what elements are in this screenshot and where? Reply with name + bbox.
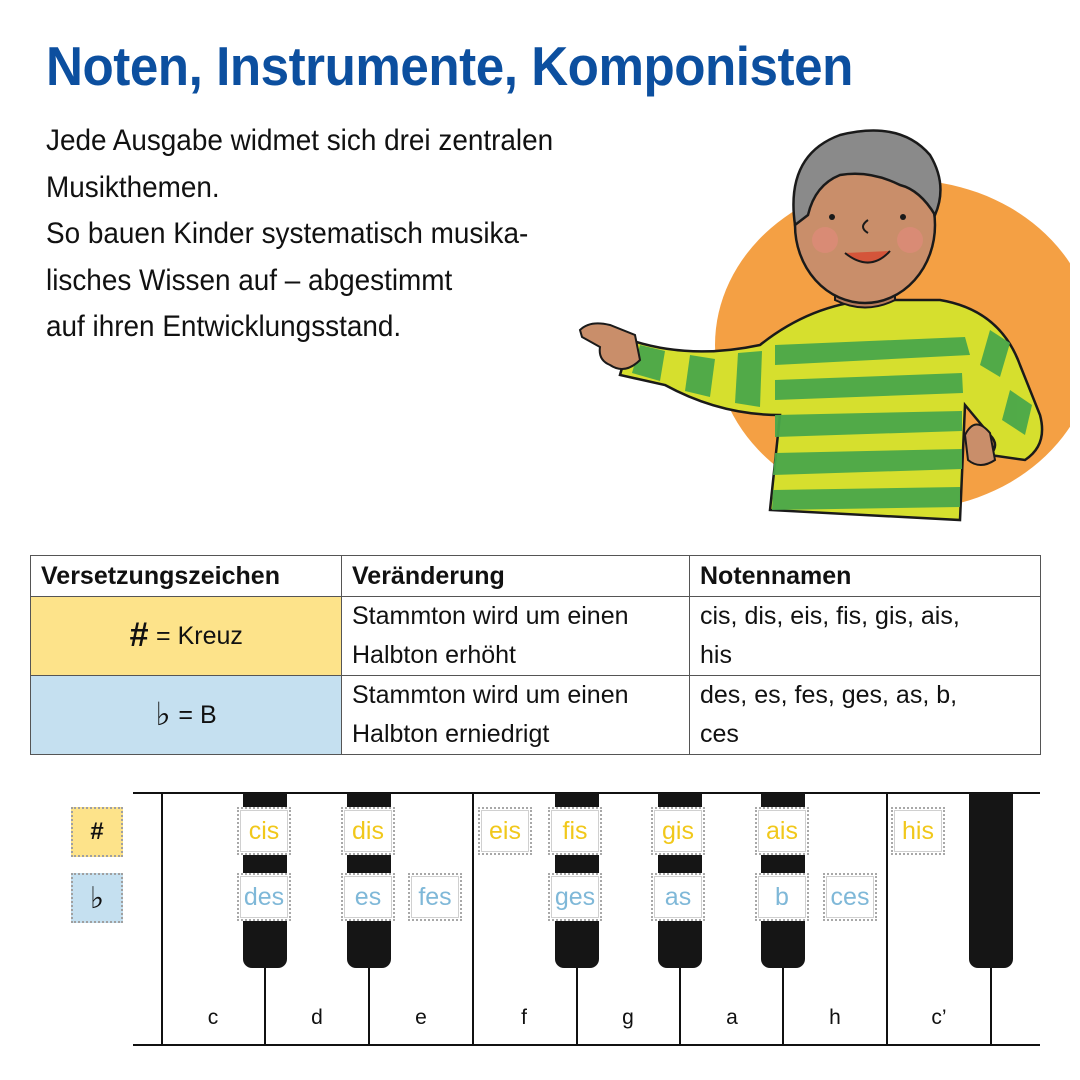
header-versetzungszeichen: Versetzungszeichen [31, 556, 342, 597]
change-text: Halbton erniedrigt [352, 720, 550, 748]
black-key-cis2 [969, 793, 1013, 968]
note-box-ces: ces [823, 873, 877, 921]
header-notennamen: Notennamen [690, 556, 1041, 597]
note-names-text: his [700, 641, 732, 669]
table-row-sharp [31, 597, 1041, 676]
note-names-text: ces [700, 720, 739, 748]
note-box-des: des [237, 873, 291, 921]
boy-illustration [570, 115, 1070, 535]
symbol-cell [31, 676, 342, 755]
note-names-cell [690, 597, 1041, 676]
keyboard-bottom-line [133, 1044, 1040, 1046]
white-key-label-h: h [829, 1006, 841, 1029]
white-key-divider [161, 793, 163, 1045]
intro-line: lisches Wissen auf – abgestimmt [46, 263, 453, 297]
table-row-flat [31, 676, 1041, 755]
white-key-divider [886, 793, 888, 1045]
sharp-icon: # [129, 616, 149, 654]
white-key-divider [576, 965, 578, 1045]
white-key-divider [782, 965, 784, 1045]
table-header-row [31, 556, 1041, 597]
pointing-hand [580, 323, 640, 369]
note-box-cis: cis [237, 807, 291, 855]
note-box-fis: fis [548, 807, 602, 855]
legend-flat-icon: ♭ [71, 873, 123, 923]
note-box-as: as [651, 873, 705, 921]
intro-line: Jede Ausgabe widmet sich drei zentralen [46, 124, 554, 157]
change-cell [342, 597, 690, 676]
symbol-cell [31, 597, 342, 676]
legend-sharp-icon: # [71, 807, 123, 857]
note-names-text: cis, dis, eis, fis, gis, ais, [700, 602, 960, 630]
white-key-label-c-prime: c’ [931, 1006, 947, 1029]
white-key-label-e: e [415, 1006, 427, 1029]
note-names-text: des, es, fes, ges, as, b, [700, 681, 958, 709]
symbol-label: = B [178, 701, 217, 729]
note-box-gis: gis [651, 807, 705, 855]
white-key-divider [368, 965, 370, 1045]
note-box-dis: dis [341, 807, 395, 855]
white-key-divider [990, 965, 992, 1045]
note-names-cell [690, 676, 1041, 755]
white-key-divider [679, 965, 681, 1045]
white-key-label-d: d [311, 1006, 323, 1029]
flat-icon: ♭ [155, 695, 171, 733]
white-key-label-a: a [726, 1006, 738, 1029]
note-box-fes: fes [408, 873, 462, 921]
note-box-eis: eis [478, 807, 532, 855]
white-key-divider [472, 793, 474, 1045]
note-box-es: es [341, 873, 395, 921]
note-box-b: b [755, 873, 809, 921]
note-box-his: his [891, 807, 945, 855]
change-text: Halbton erhöht [352, 641, 517, 669]
white-key-label-c: c [207, 1006, 219, 1029]
note-box-ais: ais [755, 807, 809, 855]
page-title: Noten, Instrumente, Komponisten [46, 35, 853, 97]
header-veraenderung: Veränderung [342, 556, 690, 597]
intro-line: So bauen Kinder systematisch musika- [46, 217, 529, 250]
white-key-label-g: g [622, 1006, 634, 1029]
accidentals-table [30, 555, 1041, 755]
intro-line: Musikthemen. [46, 170, 220, 204]
white-key-divider [264, 965, 266, 1045]
intro-line: auf ihren Entwicklungsstand. [46, 310, 402, 343]
change-text: Stammton wird um einen [352, 602, 629, 630]
change-cell [342, 676, 690, 755]
change-text: Stammton wird um einen [352, 681, 629, 709]
note-box-ges: ges [548, 873, 602, 921]
white-key-label-f: f [521, 1006, 527, 1029]
symbol-label: = Kreuz [156, 622, 243, 650]
